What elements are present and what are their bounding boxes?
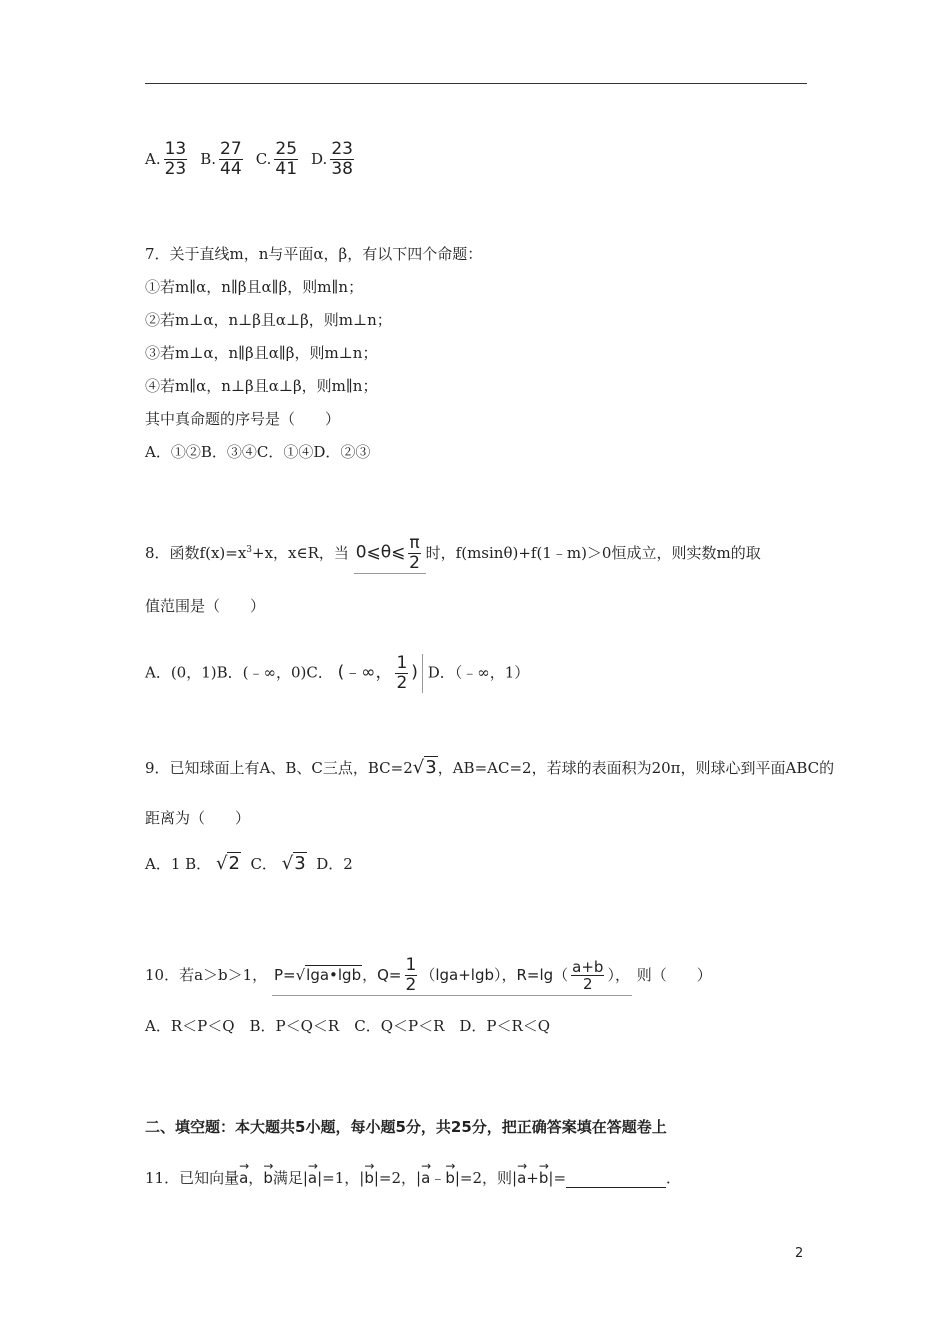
- page-number: 2: [795, 1246, 804, 1261]
- q7-stem: 7．关于直线m，n与平面α，β，有以下四个命题：: [145, 245, 483, 263]
- q8-condition: 0⩽θ⩽ $\frac{\pi}{2}$: [354, 534, 426, 574]
- q6-option: C. $\frac{25}{41}$: [255, 139, 298, 179]
- q6-option: A. $\frac{13}{23}$: [145, 139, 187, 179]
- q7-question: 其中真命题的序号是（ ）: [145, 410, 341, 428]
- q7-options: A．①②B．③④C．①④D．②③: [145, 443, 371, 461]
- q11-answer-blank[interactable]: [566, 1173, 666, 1188]
- q8-options: A．(0，1)B．(﹣∞，0)C． (﹣∞， $\frac{1}{2}$ ) D．（﹣∞，1）: [145, 653, 530, 693]
- q6-option: D. $\frac{23}{38}$: [311, 139, 353, 179]
- q10-expressions: P=√lga•lgb，Q= $\frac{1}{2}$ （lga+lgb），R=lg（ $\frac{a+b}{2}$ ），: [273, 955, 630, 995]
- q9-options: A．1 B． √2 C． √3 D．2: [145, 853, 353, 874]
- q7-item-2: ②若m⊥α，n⊥β且α⊥β，则m⊥n；: [145, 311, 392, 329]
- section-2-heading: 二、填空题：本大题共5小题，每小题5分，共25分，把正确答案填在答题卷上: [145, 1118, 667, 1136]
- header-rule: [145, 83, 807, 84]
- q6-options: [145, 140, 367, 179]
- q8-stem-cont: 值范围是（ ）: [145, 597, 266, 615]
- q9-stem-cont: 距离为（ ）: [145, 809, 251, 827]
- q6-option: B. $\frac{27}{44}$: [200, 139, 242, 179]
- q7-item-3: ③若m⊥α，n∥β且α∥β，则m⊥n；: [145, 344, 378, 362]
- q7-item-1: ①若m∥α，n∥β且α∥β，则m∥n；: [145, 278, 364, 296]
- q10-options: A．R＜P＜Q B．P＜Q＜R C．Q＜P＜R D．P＜R＜Q: [145, 1017, 551, 1035]
- q9-stem: 9．已知球面上有A、B、C三点，BC=2√3，AB=AC=2，若球的表面积为20π，则球心到平面ABC的: [145, 757, 835, 778]
- q7-item-4: ④若m∥α，n⊥β且α⊥β，则m∥n；: [145, 377, 378, 395]
- q11-stem: 11．已知向量→ a，→ b满足|→ a|=1，|→ b|=2，|→ a﹣→ b|=2，则|→ a+→ b|= ．: [145, 1162, 681, 1188]
- q10-stem: 10．若a＞b＞1， P=√lga•lgb，Q= $\frac{1}{2}$ （lga+lgb），R=lg（ $\frac{a+b}{2}$ ）， 则（ ）: [145, 955, 712, 995]
- q8-stem: 8．函数$f(x)=x^3+x$，x∈R，当 0⩽θ⩽ $\frac{\pi}{2}$ 时，f(msinθ)+f(1﹣m)＞0恒成立，则实数m的取: [145, 533, 761, 573]
